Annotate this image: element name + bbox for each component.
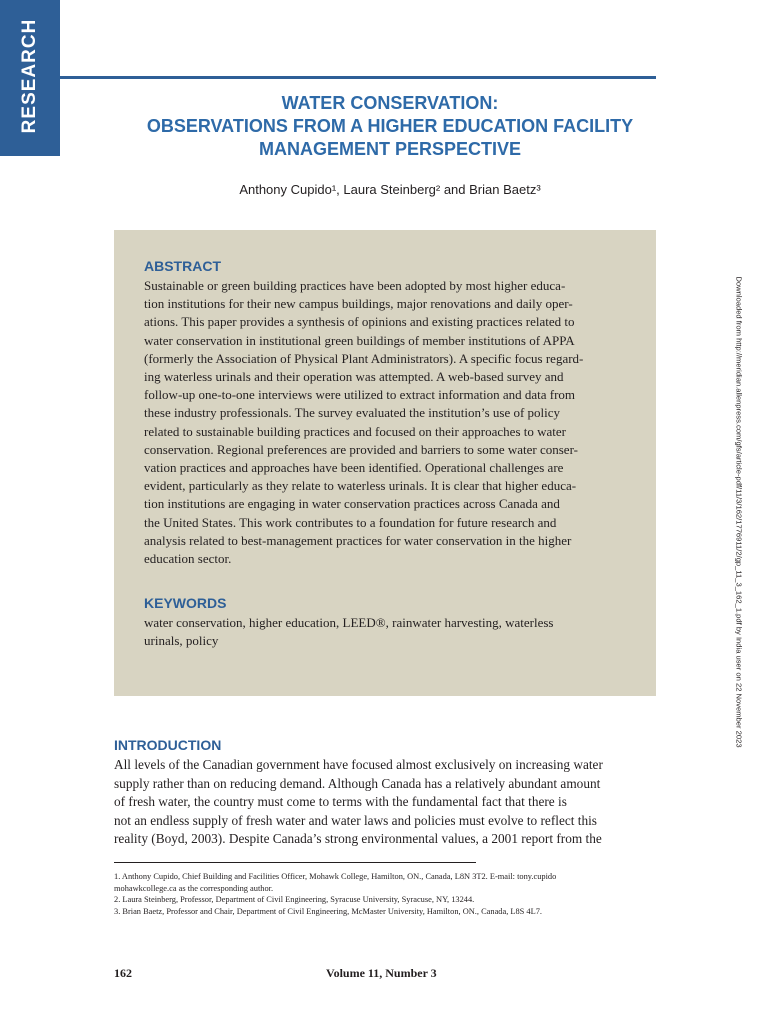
introduction-line: All levels of the Canadian government have focused almost exclusively on increasing water	[114, 757, 603, 772]
header-rule	[60, 76, 656, 79]
footnote-rule	[114, 862, 476, 863]
abstract-line: follow-up one-to-one interviews were utilized to extract information and data from	[144, 387, 576, 403]
keywords-line: urinals, policy	[144, 633, 219, 649]
abstract-line: ations. This paper provides a synthesis of opinions and existing practices related to	[144, 314, 575, 330]
title-line: MANAGEMENT PERSPECTIVE	[258, 139, 522, 159]
page-number: 162	[114, 966, 132, 980]
section-tab-label: RESEARCH	[19, 18, 40, 134]
volume-label: Volume 11, Number 3	[326, 966, 437, 980]
abstract-heading: ABSTRACT	[144, 258, 221, 274]
abstract-line: Sustainable or green building practices have been adopted by most higher educa-	[144, 278, 566, 293]
title-line: OBSERVATIONS FROM A HIGHER EDUCATION FACILITY	[146, 116, 634, 136]
abstract-line: water conservation in institutional green buildings of member institutions of APPA	[144, 332, 575, 348]
keywords-heading: KEYWORDS	[144, 595, 227, 611]
footnote-line: 2. Laura Steinberg, Professor, Department of Civil Engineering, Syracuse University, Syracuse, NY, 13244.	[114, 895, 475, 905]
abstract-line: tion institutions for their new campus buildings, major renovations and daily oper-	[144, 296, 573, 312]
introduction-line: of fresh water, the country must come to terms with the fundamental fact that there is	[114, 794, 567, 810]
section-tab	[0, 0, 60, 156]
abstract-line: these industry professionals. The survey evaluated the institution’s use of policy	[144, 405, 561, 421]
introduction-heading: INTRODUCTION	[114, 737, 222, 753]
abstract-line: vation practices and approaches have been identified. Operational challenges are	[144, 460, 564, 476]
abstract-line: (formerly the Association of Physical Plant Administrators). A specific focus regard-	[144, 350, 584, 366]
introduction-line: not an endless supply of fresh water and water laws and policies must evolve to reflect this	[114, 812, 597, 828]
footnote-line: 1. Anthony Cupido, Chief Building and Facilities Officer, Mohawk College, Hamilton, ON., Canada, L8N 3T2. E-mail: tony.cupido	[114, 872, 557, 881]
abstract-line: evident, particularly as they relate to waterless urinals. It is clear that higher educa-	[144, 478, 577, 494]
title-line: WATER CONSERVATION:	[281, 93, 499, 113]
abstract-line: tion institutions are engaging in water conservation practices across Canada and	[144, 496, 560, 512]
abstract-line: related to sustainable building practices and focused on their approaches to water	[144, 423, 566, 439]
footnote-line: mohawkcollege.ca as the corresponding author.	[114, 883, 274, 893]
keywords-line: water conservation, higher education, LEED®, rainwater harvesting, waterless	[144, 615, 554, 630]
article-title	[110, 92, 670, 161]
keywords-text	[144, 614, 626, 650]
footnote-line: 3. Brian Baetz, Professor and Chair, Department of Civil Engineering, McMaster University, Hamilton, ON., Canada, L8S 4L7.	[114, 906, 543, 916]
author-list: Anthony Cupido¹, Laura Steinberg² and Brian Baetz³	[239, 182, 541, 197]
abstract-text	[144, 277, 626, 568]
footnotes	[114, 871, 654, 917]
download-watermark: Downloaded from http://meridian.allenpress.com/gfs/article-pdf/11/3/162/1776911/2/gp_11_3_162_1.pdf by India user on 22 November 2023	[734, 276, 744, 748]
abstract-line: the United States. This work contributes to a foundation for future research and	[144, 514, 557, 530]
introduction-text	[114, 756, 656, 849]
introduction-line: supply rather than on reducing demand. Although Canada has a relatively abundant amount	[114, 775, 601, 791]
abstract-line: ing waterless urinals and their operation was attempted. A web-based survey and	[144, 369, 564, 385]
abstract-line: education sector.	[144, 551, 232, 567]
abstract-line: conservation. Regional preferences are provided and barriers to some water conser-	[144, 441, 578, 457]
introduction-line: reality (Boyd, 2003). Despite Canada’s strong environmental values, a 2001 report from the	[114, 831, 602, 847]
abstract-line: analysis related to best-management practices for water conservation in the higher	[144, 532, 572, 548]
